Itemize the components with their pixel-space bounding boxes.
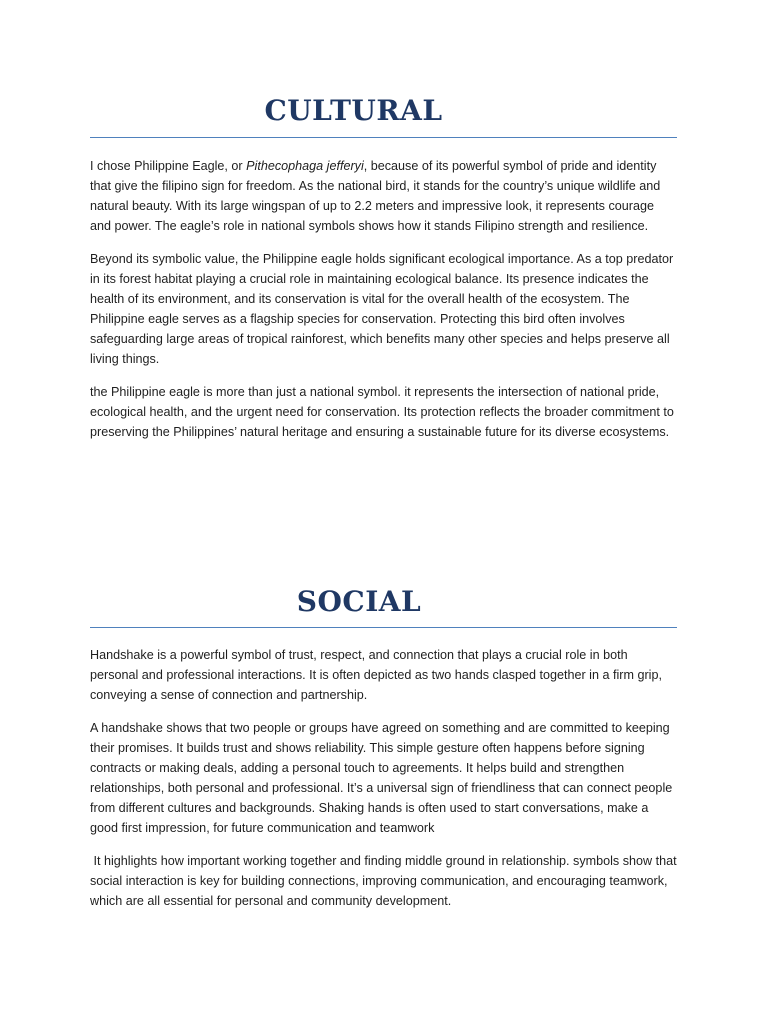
cultural-p1-text-start: I chose Philippine Eagle, or xyxy=(90,159,247,173)
cultural-paragraph-3: the Philippine eagle is more than just a national symbol. it represents the intersection of national pride, ecological health, and the urgent need for conservation. Its protection reflects the broader commitment to preserving the Philippines’ natural heritage and ensuring a sustainable future for its diverse ecosystems. xyxy=(90,385,674,439)
scientific-name: Pithecophaga jefferyi xyxy=(246,159,364,173)
cultural-heading: CULTURAL xyxy=(264,94,443,127)
social-heading-rule xyxy=(90,627,677,628)
social-paragraph-3: It highlights how important working together and finding middle ground in relationship. symbols show that social interaction is key for building connections, improving communication, and encouraging teamwork, which are all essential for personal and community development. xyxy=(90,854,681,908)
social-paragraph-2: A handshake shows that two people or groups have agreed on something and are committed to keeping their promises. It builds trust and shows reliability. This simple gesture often happens before signing contracts or making deals, adding a personal touch to agreements. It helps build and strengthen relationships, both personal and professional. It’s a universal sign of friendliness that can connect people from different cultures and backgrounds. Shaking hands is often used to start conversations, make a good first impression, for future communication and teamwork xyxy=(90,721,673,835)
cultural-heading-rule xyxy=(90,137,677,138)
cultural-p1-text-end: , because of its powerful symbol of pride and identity that give the filipino sign for freedom. As the national bird, it stands for the country’s unique wildlife and natural beauty. With its large wingspan of up to 2.2 meters and impressive look, it represents courage and power. The eagle’s role in national symbols shows how it stands Filipino strength and resilience. xyxy=(90,159,661,233)
cultural-paragraph-2: Beyond its symbolic value, the Philippine eagle holds significant ecological importance. As a top predator in its forest habitat playing a crucial role in maintaining ecological balance. Its presence indicates the health of its environment, and its conservation is vital for the overall health of the ecosystem. The Philippine eagle serves as a flagship species for conservation. Protecting this bird often involves safeguarding large areas of tropical rainforest, which benefits many other species and helps preserve all living things. xyxy=(90,252,674,366)
social-heading: SOCIAL xyxy=(296,585,422,618)
social-paragraph-1: Handshake is a powerful symbol of trust, respect, and connection that plays a crucial role in both personal and professional interactions. It is often depicted as two hands clasped together in a firm grip, conveying a sense of connection and partnership. xyxy=(90,648,662,702)
cultural-paragraph-1 xyxy=(90,157,677,237)
